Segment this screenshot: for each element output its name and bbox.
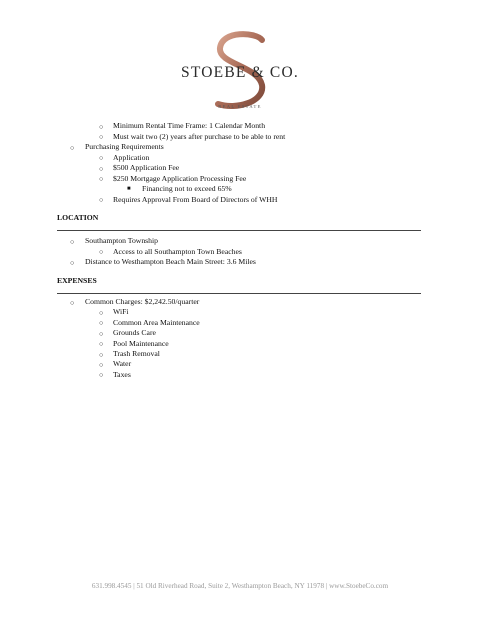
circle-bullet-icon: ○	[99, 175, 104, 183]
list-item: Must wait two (2) years after purchase to be able to rent	[113, 131, 286, 141]
list-item: WiFi	[113, 307, 129, 317]
location-heading: LOCATION	[57, 213, 99, 222]
list-item: Common Area Maintenance	[113, 317, 200, 327]
list-item: Taxes	[113, 369, 131, 379]
circle-bullet-icon: ○	[99, 154, 104, 162]
logo-tagline: REAL ESTATE	[218, 104, 262, 109]
list-item: $500 Application Fee	[113, 163, 180, 172]
circle-bullet-icon: ○	[70, 258, 75, 267]
location-divider	[57, 230, 421, 231]
list-item: Financing not to exceed 65%	[142, 184, 232, 193]
circle-bullet-icon: ○	[99, 350, 104, 359]
circle-bullet-icon: ○	[99, 360, 104, 369]
circle-bullet-icon: ○	[99, 133, 104, 141]
circle-bullet-icon: ○	[99, 122, 104, 131]
list-item: Minimum Rental Time Frame: 1 Calendar Month	[113, 121, 266, 130]
list-item: Grounds Care	[113, 328, 156, 338]
square-bullet-icon: ■	[127, 186, 131, 192]
circle-bullet-icon: ○	[70, 298, 75, 307]
circle-bullet-icon: ○	[99, 371, 104, 380]
list-item: Distance to Westhampton Beach Main Street: 3.6 Miles	[85, 257, 256, 266]
list-item: Trash Removal	[113, 349, 160, 358]
circle-bullet-icon: ○	[70, 237, 75, 246]
circle-bullet-icon: ○	[99, 248, 104, 256]
list-item: $250 Mortgage Application Processing Fee	[113, 173, 247, 183]
circle-bullet-icon: ○	[70, 143, 75, 152]
list-item: Access to all Southampton Town Beaches	[113, 246, 242, 256]
circle-bullet-icon: ○	[99, 319, 104, 328]
company-logo	[0, 30, 480, 114]
expenses-heading: EXPENSES	[57, 276, 97, 285]
circle-bullet-icon: ○	[99, 329, 104, 338]
circle-bullet-icon: ○	[99, 196, 104, 204]
circle-bullet-icon: ○	[99, 164, 104, 173]
list-item: Common Charges: $2,242.50/quarter	[85, 297, 200, 306]
list-item: Requires Approval From Board of Directors of WHH	[113, 194, 278, 204]
circle-bullet-icon: ○	[99, 308, 104, 317]
list-item: Pool Maintenance	[113, 338, 169, 348]
list-item: Water	[113, 359, 132, 369]
circle-bullet-icon: ○	[99, 340, 104, 349]
list-item: Purchasing Requirements	[85, 142, 164, 151]
list-item: Southampton Township	[85, 236, 158, 245]
contact-footer: 631.998.4545 | 51 Old Riverhead Road, Suite 2, Westhampton Beach, NY 11978 | www.StoebeCo.com	[91, 582, 389, 590]
list-item: Application	[113, 152, 150, 162]
logo-brand-name: STOEBE & CO.	[181, 64, 299, 81]
expenses-divider	[57, 293, 421, 294]
